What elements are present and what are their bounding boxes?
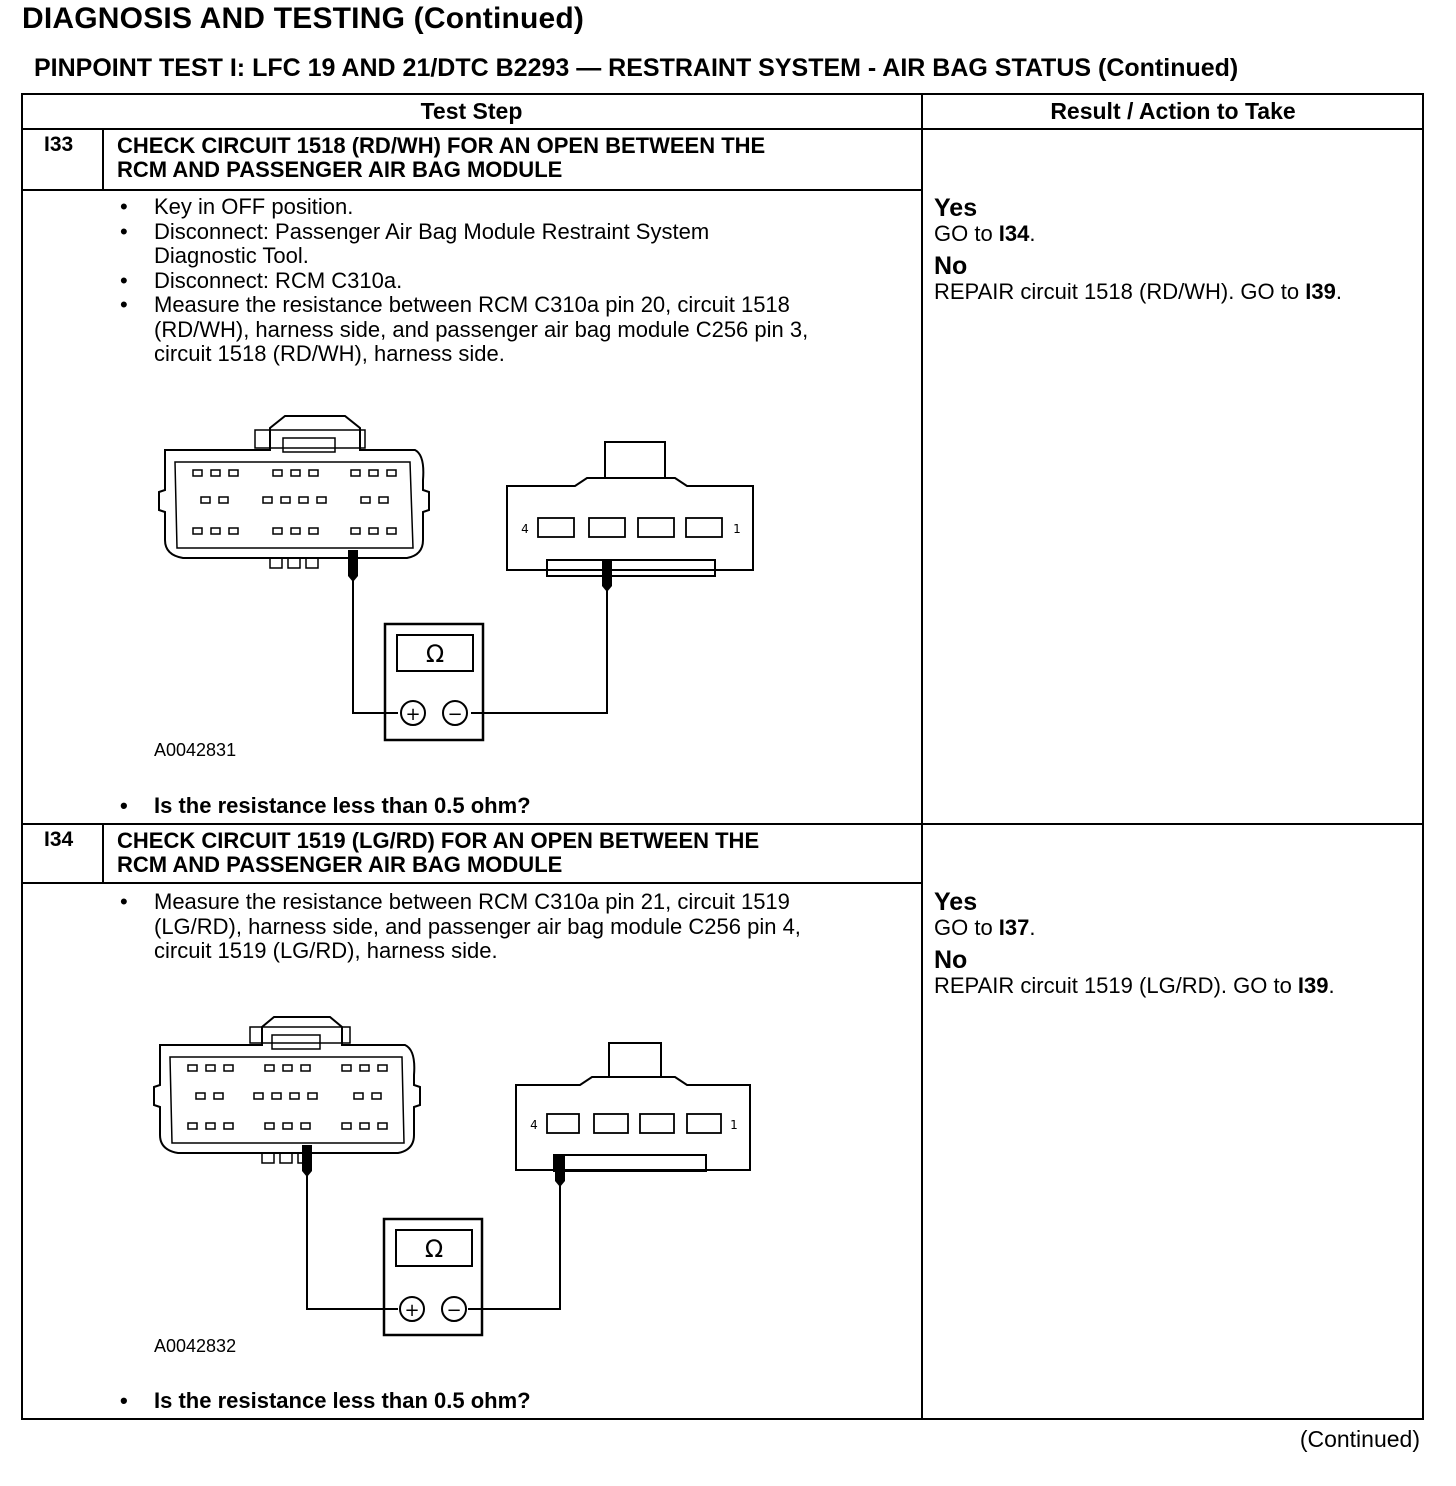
- test-lead-negative: [471, 570, 607, 713]
- instruction-item: • Measure the resistance between RCM C310a pin 20, circuit 1518 (RD/WH), harness side, and passenger air bag module C256 pin 3, circuit 1518 (RD/WH), harness side.: [116, 293, 816, 367]
- step-question: • Is the resistance less than 0.5 ohm?: [116, 793, 531, 819]
- action-text: .: [1029, 915, 1036, 940]
- instruction-item: • Disconnect: Passenger Air Bag Module Restraint System Diagnostic Tool.: [116, 220, 816, 269]
- pin-label: 4: [521, 522, 529, 536]
- figure-id: A0042832: [154, 1336, 237, 1356]
- ohm-symbol: Ω: [424, 1235, 444, 1263]
- minus-terminal-label: −: [447, 704, 463, 725]
- instruction-item: • Disconnect: RCM C310a.: [116, 269, 816, 294]
- step-number: I34: [44, 828, 74, 851]
- result-no-action: [934, 280, 1342, 304]
- pin-label: 1: [730, 1118, 738, 1132]
- step-link[interactable]: I37: [998, 915, 1030, 940]
- step-link[interactable]: I39: [1305, 279, 1336, 304]
- table-divider: [921, 94, 923, 1419]
- instruction-item: • Measure the resistance between RCM C310a pin 21, circuit 1519 (LG/RD), harness side, and passenger air bag module C256 pin 4, circuit 1519 (LG/RD), harness side.: [116, 890, 816, 964]
- action-text: REPAIR circuit 1518 (RD/WH). GO to: [934, 279, 1306, 304]
- result-yes-action: [934, 916, 1335, 940]
- table-divider: [22, 882, 922, 884]
- step-title-line: CHECK CIRCUIT 1519 (LG/RD) FOR AN OPEN BETWEEN THE: [117, 828, 760, 853]
- table-divider: [102, 824, 104, 883]
- table-divider: [22, 128, 1423, 130]
- pin-label: 4: [530, 1118, 538, 1132]
- action-text: GO to: [934, 915, 999, 940]
- wiring-diagram: [150, 1005, 760, 1350]
- step-instructions: [116, 195, 816, 367]
- plus-terminal-label: +: [405, 704, 421, 725]
- step-title: [117, 134, 765, 182]
- pin-label: 1: [733, 522, 741, 536]
- airbag-module-connector: [516, 1077, 750, 1170]
- step-number: I33: [44, 133, 74, 156]
- pinpoint-test-subtitle: PINPOINT TEST I: LFC 19 AND 21/DTC B2293 — RESTRAINT SYSTEM - AIR BAG STATUS (Continued): [34, 54, 1239, 82]
- step-instructions: [116, 890, 816, 964]
- wiring-diagram: [155, 400, 765, 750]
- result-yes-action: [934, 222, 1342, 246]
- result-action: [934, 888, 1335, 1004]
- plus-terminal-label: +: [404, 1300, 420, 1321]
- step-title-line: RCM AND PASSENGER AIR BAG MODULE: [117, 157, 563, 182]
- result-action: [934, 194, 1342, 310]
- result-yes-label: Yes: [934, 194, 978, 222]
- airbag-module-connector: [507, 478, 753, 570]
- step-title-line: CHECK CIRCUIT 1518 (RD/WH) FOR AN OPEN BETWEEN THE: [117, 133, 766, 158]
- instruction-item: • Key in OFF position.: [116, 195, 816, 220]
- step-question: • Is the resistance less than 0.5 ohm?: [116, 1388, 531, 1414]
- column-header-test-step: Test Step: [420, 98, 523, 124]
- column-header-result: Result / Action to Take: [1050, 98, 1296, 124]
- rcm-connector: [154, 1017, 420, 1153]
- step-link[interactable]: I39: [1297, 973, 1329, 998]
- figure-id: A0042831: [154, 740, 237, 760]
- table-divider: [102, 129, 104, 190]
- test-lead-positive: [353, 555, 398, 713]
- result-no-label: No: [934, 252, 968, 280]
- table-divider: [22, 823, 1423, 825]
- action-text: GO to: [934, 221, 999, 246]
- result-yes-label: Yes: [934, 888, 978, 916]
- action-text: .: [1335, 279, 1342, 304]
- step-title-line: RCM AND PASSENGER AIR BAG MODULE: [117, 852, 563, 877]
- page-title: DIAGNOSIS AND TESTING (Continued): [22, 2, 585, 35]
- result-no-label: No: [934, 946, 968, 974]
- ohm-symbol: Ω: [425, 640, 445, 668]
- minus-terminal-label: −: [446, 1300, 462, 1321]
- table-divider: [22, 189, 922, 191]
- action-text: .: [1029, 221, 1036, 246]
- action-text: REPAIR circuit 1519 (LG/RD). GO to: [934, 973, 1298, 998]
- step-title: [117, 829, 759, 877]
- continued-note: (Continued): [1299, 1426, 1420, 1452]
- action-text: .: [1328, 973, 1335, 998]
- result-no-action: [934, 974, 1335, 998]
- step-link[interactable]: I34: [998, 221, 1030, 246]
